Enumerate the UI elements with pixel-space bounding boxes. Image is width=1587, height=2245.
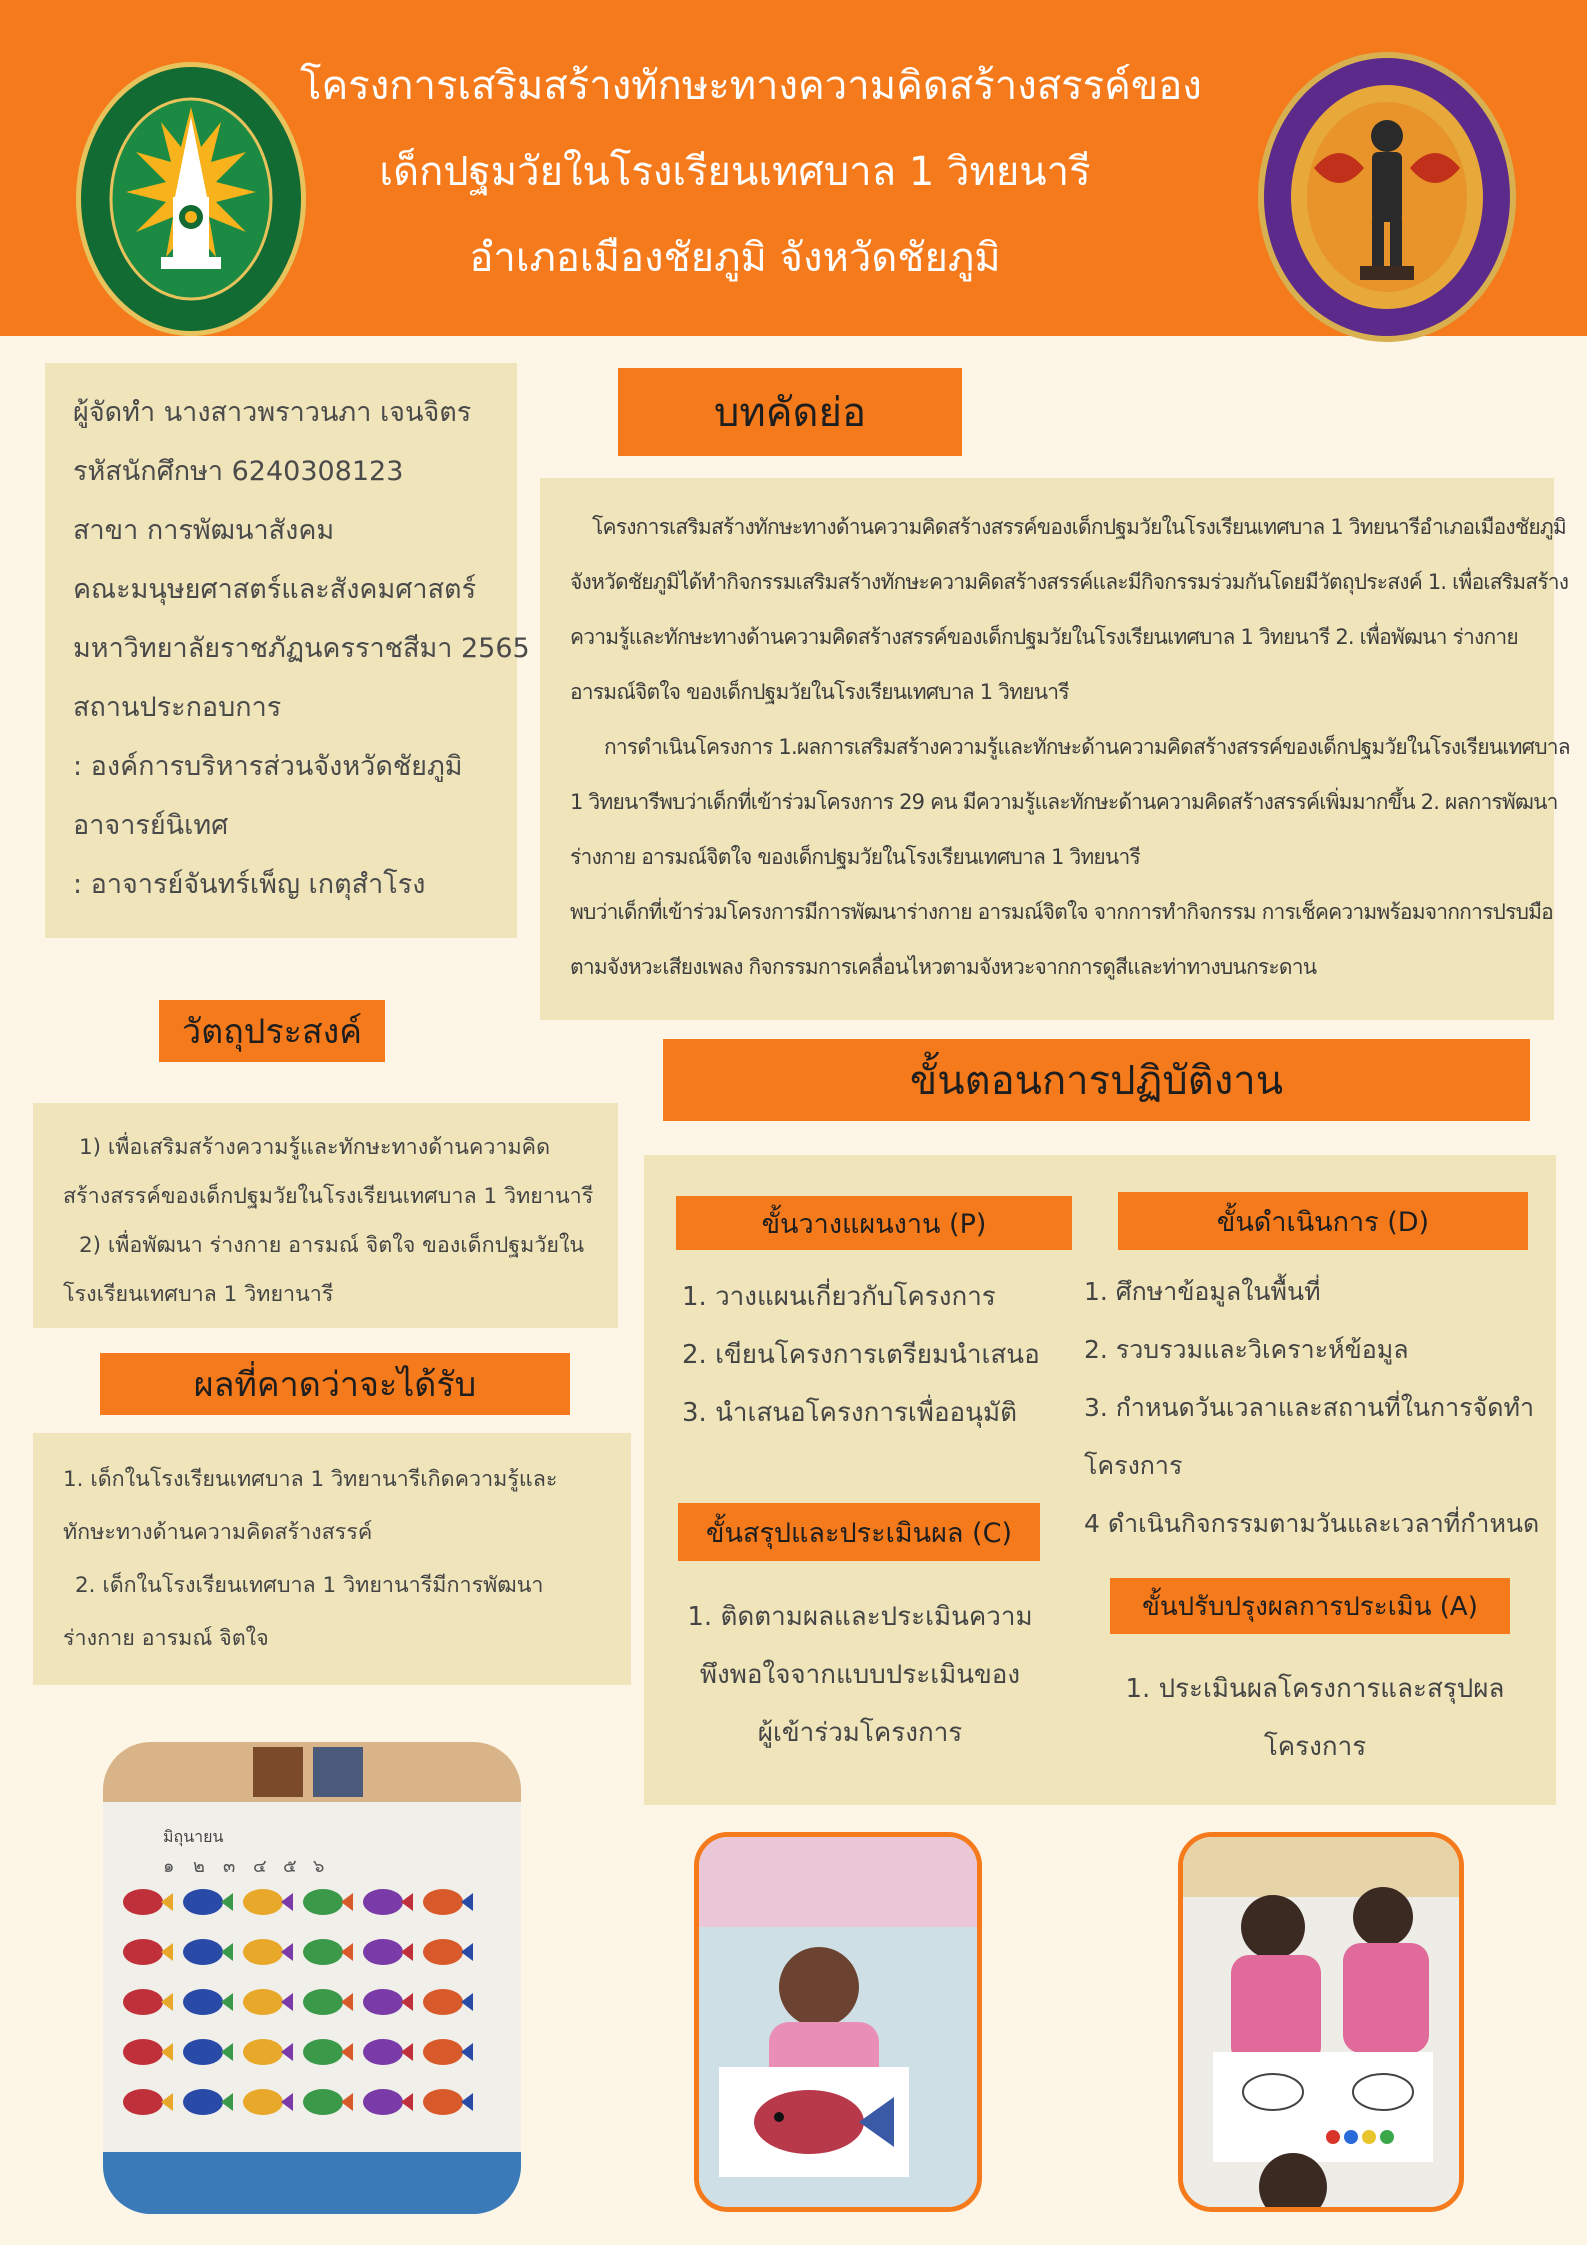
check-step-heading: ขั้นสรุปและประเมินผล (C) [678,1503,1040,1561]
fish-artwork [243,1939,283,1965]
author-info-line: อาจารย์นิเทศ [73,810,229,841]
fish-artwork [423,1939,463,1965]
abstract-panel [540,478,1570,1020]
header-banner [0,0,1587,336]
fish-artwork [123,1889,163,1915]
abstract-line: ความรู้และทักษะทางด้านความคิดสร้างสรรค์ของเด็กปฐมวัยในโรงเรียนเทศบาล 1 วิทยนารี 2. เพื่อพัฒนา ร่างกาย [570,625,1518,649]
objective-line: 2) เพื่อพัฒนา ร่างกาย อารมณ์ จิตใจ ของเด็กปฐมวัยใน [79,1233,585,1258]
check-step-list [668,1588,1052,1762]
author-info-line: สถานประกอบการ [73,692,282,723]
check-step-item: ผู้เข้าร่วมโครงการ [757,1718,963,1748]
plan-step-heading: ขั้นวางแผนงาน (P) [676,1196,1072,1250]
act-step-item: 1. ประเมินผลโครงการและสรุปผล [1125,1674,1505,1704]
fish-artwork [303,2039,343,2065]
do-step-heading: ขั้นดำเนินการ (D) [1118,1192,1528,1250]
expected-result-line: ร่างกาย อารมณ์ จิตใจ [63,1626,269,1651]
do-step-item: 3. กำหนดวันเวลาและสถานที่ในการจัดทำ [1084,1393,1535,1422]
title-line-3: อำเภอเมืองชัยภูมิ จังหวัดชัยภูมิ [469,235,1001,281]
fish-artwork [123,2089,163,2115]
author-info-line: : องค์การบริหารส่วนจังหวัดชัยภูมิ [73,751,463,782]
board-digit: ๑ [163,1856,175,1877]
do-step-item: 1. ศึกษาข้อมูลในพื้นที่ [1084,1277,1321,1306]
board-digit: ๕ [283,1856,297,1877]
classroom-fish-artwork-photo [103,1742,521,2214]
board-digit: ๔ [253,1856,267,1877]
objective-line: โรงเรียนเทศบาล 1 วิทยานารี [63,1282,334,1307]
fish-artwork [183,2039,223,2065]
fish-artwork [423,1889,463,1915]
title-line-2: เด็กปฐมวัยในโรงเรียนเทศบาล 1 วิทยนารี [379,149,1091,195]
abstract-line: อารมณ์จิตใจ ของเด็กปฐมวัยในโรงเรียนเทศบาล 1 วิทยนารี [570,680,1069,704]
fish-artwork [183,1939,223,1965]
author-info-panel [45,363,530,938]
abstract-line: จังหวัดชัยภูมิได้ทำกิจกรรมเสริมสร้างทักษะความคิดสร้างสรรค์และมีกิจกรรมร่วมกันโดยมีวัตถุประสงค์ 1. เพื่อเสริมสร้าง [570,570,1569,594]
author-info-line: : อาจารย์จันทร์เพ็ญ เกตุสำโรง [73,869,426,900]
expected-result-line: 1. เด็กในโรงเรียนเทศบาล 1 วิทยานารีเกิดความรู้และ [63,1467,558,1492]
fish-artwork [123,1939,163,1965]
abstract-heading: บทคัดย่อ [618,368,962,456]
fish-artwork [183,2089,223,2115]
fish-artwork [123,1989,163,2015]
author-info-line: คณะมนุษยศาสตร์และสังคมศาสตร์ [73,574,477,605]
plan-step-item: 1. วางแผนเกี่ยวกับโครงการ [682,1282,996,1312]
board-digit: ๖ [313,1856,325,1877]
check-step-item: พึงพอใจจากแบบประเมินของ [699,1660,1021,1690]
act-step-item: โครงการ [1263,1732,1367,1762]
abstract-line: พบว่าเด็กที่เข้าร่วมโครงการมีการพัฒนาร่างกาย อารมณ์จิตใจ จากการทำกิจกรรม การเช็คความพร้อมจากการปรบมือ [570,900,1553,924]
board-month-label: มิถุนายน [163,1827,224,1846]
act-step-heading: ขั้นปรับปรุงผลการประเมิน (A) [1110,1578,1510,1634]
fish-artwork [243,1889,283,1915]
act-step-list [1090,1660,1540,1776]
fish-artwork [423,1989,463,2015]
fish-artwork [303,1989,343,2015]
plan-step-item: 2. เขียนโครงการเตรียมนำเสนอ [682,1340,1040,1370]
expected-results-panel [33,1433,631,1685]
do-step-item: 4 ดำเนินกิจกรรมตามวันและเวลาที่กำหนด [1084,1509,1540,1538]
fish-artwork [303,2089,343,2115]
children-painting-photo [1178,1832,1464,2212]
fish-artwork [363,1989,403,2015]
fish-artwork [243,2089,283,2115]
abstract-line: ร่างกาย อารมณ์จิตใจ ของเด็กปฐมวัยในโรงเรียนเทศบาล 1 วิทยนารี [570,845,1140,869]
procedure-heading: ขั้นตอนการปฏิบัติงาน [663,1039,1530,1121]
fish-artwork [243,2039,283,2065]
expected-result-line: ทักษะทางด้านความคิดสร้างสรรค์ [63,1520,373,1545]
objectives-panel [33,1103,618,1328]
title-line-1: โครงการเสริมสร้างทักษะทางความคิดสร้างสรรค์ของ [300,63,1202,109]
abstract-line: โครงการเสริมสร้างทักษะทางด้านความคิดสร้างสรรค์ของเด็กปฐมวัยในโรงเรียนเทศบาล 1 วิทยนารีอำเภอเมืองชัยภูมิ [592,515,1566,539]
fish-artwork [363,1889,403,1915]
author-info-line: สาขา การพัฒนาสังคม [73,515,335,546]
fish-artwork [183,1889,223,1915]
abstract-line: ตามจังหวะเสียงเพลง กิจกรรมการเคลื่อนไหวตามจังหวะจากการดูสีและท่าทางบนกระดาน [570,955,1317,979]
objective-line: 1) เพื่อเสริมสร้างความรู้และทักษะทางด้านความคิด [79,1135,551,1160]
fish-artwork [303,1889,343,1915]
author-info-line: ผู้จัดทำ นางสาวพราวนภา เจนจิตร [73,397,472,428]
do-step-item: โครงการ [1084,1451,1183,1480]
check-step-item: 1. ติดตามผลและประเมินความ [687,1602,1033,1632]
fish-artwork [363,2089,403,2115]
fish-artwork [363,2039,403,2065]
provincial-administration-seal-icon [1258,52,1516,342]
do-step-item: 2. รวบรวมและวิเคราะห์ข้อมูล [1084,1335,1409,1364]
objective-line: สร้างสรรค์ของเด็กปฐมวัยในโรงเรียนเทศบาล 1 วิทยานารี [63,1184,594,1209]
author-info-line: รหัสนักศึกษา 6240308123 [73,456,404,487]
plan-step-item: 3. นำเสนอโครงการเพื่ออนุมัติ [682,1398,1017,1428]
expected-results-heading: ผลที่คาดว่าจะได้รับ [100,1353,570,1415]
board-digit: ๓ [223,1856,236,1877]
board-digit: ๒ [193,1856,205,1877]
fish-artwork [363,1939,403,1965]
student-holding-fish-painting-photo [694,1832,982,2212]
do-step-list [1084,1263,1539,1553]
fish-artwork [183,1989,223,2015]
university-seal-icon [76,62,306,336]
fish-artwork [123,2039,163,2065]
plan-step-list [682,1268,1040,1442]
fish-artwork [423,2039,463,2065]
fish-artwork [303,1939,343,1965]
objectives-heading: วัตถุประสงค์ [159,1000,385,1062]
expected-result-line: 2. เด็กในโรงเรียนเทศบาล 1 วิทยานารีมีการพัฒนา [75,1573,544,1598]
fish-artwork [243,1989,283,2015]
abstract-line: 1 วิทยนารีพบว่าเด็กที่เข้าร่วมโครงการ 29 คน มีความรู้และทักษะด้านความคิดสร้างสรรค์เพิ่มมากขึ้น 2. ผลการพัฒนา [570,790,1558,814]
author-info-line: มหาวิทยาลัยราชภัฏนครราชสีมา 2565 [73,633,530,664]
abstract-line: การดำเนินโครงการ 1.ผลการเสริมสร้างความรู้และทักษะด้านความคิดสร้างสรรค์ของเด็กปฐมวัยในโรงเรียนเทศบาล [604,735,1570,759]
fish-artwork [423,2089,463,2115]
